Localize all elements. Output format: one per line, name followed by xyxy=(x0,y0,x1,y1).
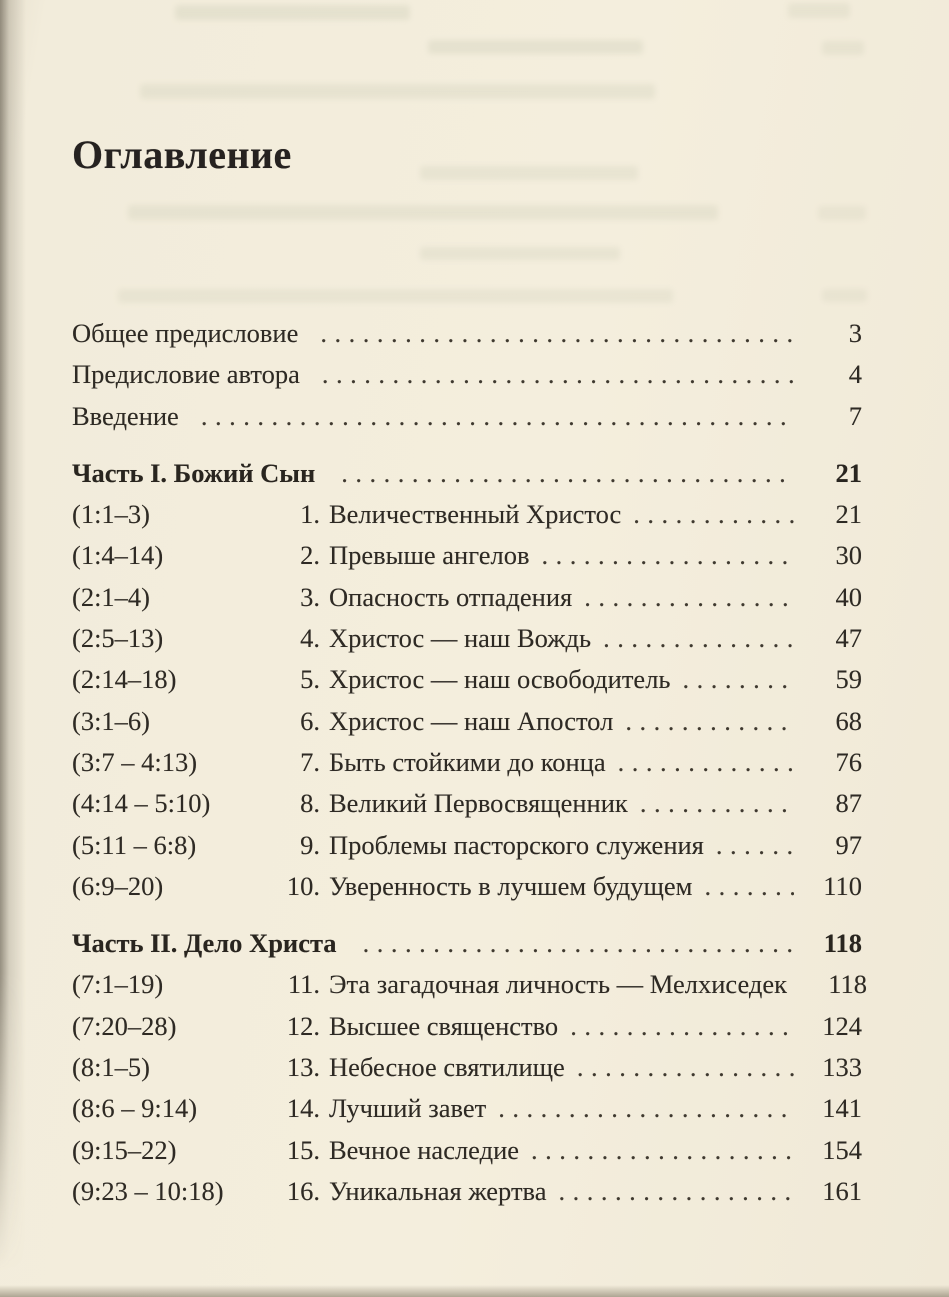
entry-title: Христос — наш освободитель xyxy=(329,664,671,695)
page-content xyxy=(72,132,868,1212)
toc-entry xyxy=(72,1130,862,1171)
table-of-contents xyxy=(72,313,868,1212)
toc-front-matter-entry xyxy=(72,354,862,395)
page-number: 59 xyxy=(835,664,862,695)
page-edge-shadow-left xyxy=(0,0,26,1297)
entry-title: Опасность отпадения xyxy=(329,581,573,612)
chapter-number: 5. xyxy=(300,664,320,695)
page-number: 40 xyxy=(835,581,862,612)
chapter-number: 4. xyxy=(300,623,320,654)
verse-range: (9:23 – 10:18) xyxy=(72,1175,224,1206)
chapter-number: 2. xyxy=(300,540,320,571)
toc-entry xyxy=(72,1088,862,1129)
verse-range: (2:14–18) xyxy=(72,664,177,695)
chapter-number: 12. xyxy=(286,1010,320,1041)
chapter-number: 10. xyxy=(286,870,320,901)
verse-range: (7:1–19) xyxy=(72,969,164,1000)
chapter-number: 11. xyxy=(287,969,320,1000)
toc-entry xyxy=(72,659,862,700)
page-number: 7 xyxy=(848,400,862,431)
dot-leader xyxy=(531,1130,794,1171)
toc-entry xyxy=(72,535,862,576)
entry-title: Небесное святилище xyxy=(329,1052,565,1083)
dot-leader xyxy=(633,494,794,535)
page-number: 110 xyxy=(823,870,862,901)
bleedthrough-line xyxy=(175,5,410,20)
chapter-number: 3. xyxy=(300,581,320,612)
toc-entry xyxy=(72,577,862,618)
dot-leader xyxy=(570,1006,794,1047)
dot-leader xyxy=(341,453,794,494)
page-number: 141 xyxy=(822,1093,862,1124)
verse-range: (3:1–6) xyxy=(72,705,151,736)
page-number: 118 xyxy=(828,969,868,1000)
entry-title: Уверенность в лучшем будущем xyxy=(329,870,693,901)
page-number: 68 xyxy=(835,705,862,736)
verse-range: (4:14 – 5:10) xyxy=(72,788,211,819)
bleedthrough-line xyxy=(788,3,850,18)
page-number: 124 xyxy=(822,1010,862,1041)
dot-leader xyxy=(201,396,794,437)
toc-section-heading xyxy=(72,453,862,494)
verse-range: (2:1–4) xyxy=(72,581,151,612)
toc-entry xyxy=(72,494,862,535)
entry-title: Проблемы пасторского служения xyxy=(329,829,704,860)
dot-leader xyxy=(363,923,794,964)
verse-range: (6:9–20) xyxy=(72,870,164,901)
page-number: 21 xyxy=(835,499,862,530)
page-number: 133 xyxy=(822,1052,862,1083)
page-number: 76 xyxy=(835,746,862,777)
verse-range: (8:6 – 9:14) xyxy=(72,1093,198,1124)
dot-leader xyxy=(683,659,795,700)
dot-leader xyxy=(603,618,794,659)
entry-title: Введение xyxy=(72,400,179,431)
bleedthrough-line xyxy=(428,40,643,54)
toc-entry xyxy=(72,701,862,742)
chapter-number: 6. xyxy=(300,705,320,736)
entry-title: Христос — наш Вождь xyxy=(329,623,592,654)
dot-leader xyxy=(498,1088,794,1129)
bleedthrough-line xyxy=(822,41,864,55)
toc-entry xyxy=(72,825,862,866)
page-number: 154 xyxy=(822,1134,862,1165)
dot-leader xyxy=(320,313,794,354)
toc-entry xyxy=(72,964,868,1005)
page-edge-shadow-bottom xyxy=(0,1285,949,1297)
entry-title: Эта загадочная личность — Мелхиседек xyxy=(329,969,788,1000)
toc-entry xyxy=(72,618,862,659)
dot-leader xyxy=(704,866,794,907)
entry-title: Вечное наследие xyxy=(329,1134,520,1165)
entry-title: Предисловие автора xyxy=(72,359,300,390)
chapter-number: 13. xyxy=(286,1052,320,1083)
entry-title: Быть стойкими до конца xyxy=(329,746,606,777)
page-number: 87 xyxy=(835,788,862,819)
verse-range: (3:7 – 4:13) xyxy=(72,746,198,777)
entry-title: Высшее священство xyxy=(329,1010,559,1041)
toc-entry xyxy=(72,742,862,783)
dot-leader xyxy=(541,535,794,576)
page-number: 97 xyxy=(835,829,862,860)
page-number: 161 xyxy=(822,1175,862,1206)
page-number: 3 xyxy=(848,318,862,348)
bleedthrough-line xyxy=(140,84,655,99)
verse-range: (7:20–28) xyxy=(72,1010,177,1041)
chapter-number: 16. xyxy=(286,1175,320,1206)
entry-title: Уникальная жертва xyxy=(329,1175,547,1206)
chapter-number: 15. xyxy=(286,1134,320,1165)
entry-title: Великий Первосвященник xyxy=(329,788,628,819)
chapter-number: 8. xyxy=(300,788,320,819)
dot-leader xyxy=(584,577,794,618)
page-number: 118 xyxy=(823,928,862,959)
dot-leader xyxy=(577,1047,794,1088)
toc-section-heading xyxy=(72,923,862,964)
entry-title: Лучший завет xyxy=(329,1093,487,1124)
chapter-number: 9. xyxy=(300,829,320,860)
dot-leader xyxy=(558,1171,794,1212)
page-number: 47 xyxy=(835,623,862,654)
section-title: Часть II. Дело Христа xyxy=(72,928,337,959)
entry-title: Христос — наш Апостол xyxy=(329,705,614,736)
verse-range: (1:1–3) xyxy=(72,499,151,530)
dot-leader xyxy=(322,354,794,395)
toc-entry xyxy=(72,783,862,824)
toc-entry xyxy=(72,1006,862,1047)
chapter-number: 14. xyxy=(286,1093,320,1124)
page-number: 30 xyxy=(835,540,862,571)
section-title: Часть I. Божий Сын xyxy=(72,457,316,488)
verse-range: (8:1–5) xyxy=(72,1052,151,1083)
entry-title: Общее предисловие xyxy=(72,318,299,348)
dot-leader xyxy=(618,742,794,783)
verse-range: (5:11 – 6:8) xyxy=(72,829,197,860)
page-number: 4 xyxy=(848,359,862,390)
chapter-number: 1. xyxy=(300,499,320,530)
verse-range: (9:15–22) xyxy=(72,1134,177,1165)
chapter-number: 7. xyxy=(300,746,320,777)
dot-leader xyxy=(716,825,794,866)
dot-leader xyxy=(625,701,794,742)
toc-front-matter-entry xyxy=(72,313,862,354)
toc-front-matter-entry xyxy=(72,396,862,437)
verse-range: (2:5–13) xyxy=(72,623,164,654)
page-title: Оглавление xyxy=(72,132,292,177)
page-number: 21 xyxy=(835,457,862,488)
verse-range: (1:4–14) xyxy=(72,540,164,571)
toc-entry xyxy=(72,1047,862,1088)
entry-title: Величественный Христос xyxy=(329,499,622,530)
dot-leader xyxy=(640,783,794,824)
entry-title: Превыше ангелов xyxy=(329,540,530,571)
toc-entry xyxy=(72,1171,862,1212)
toc-entry xyxy=(72,866,862,907)
